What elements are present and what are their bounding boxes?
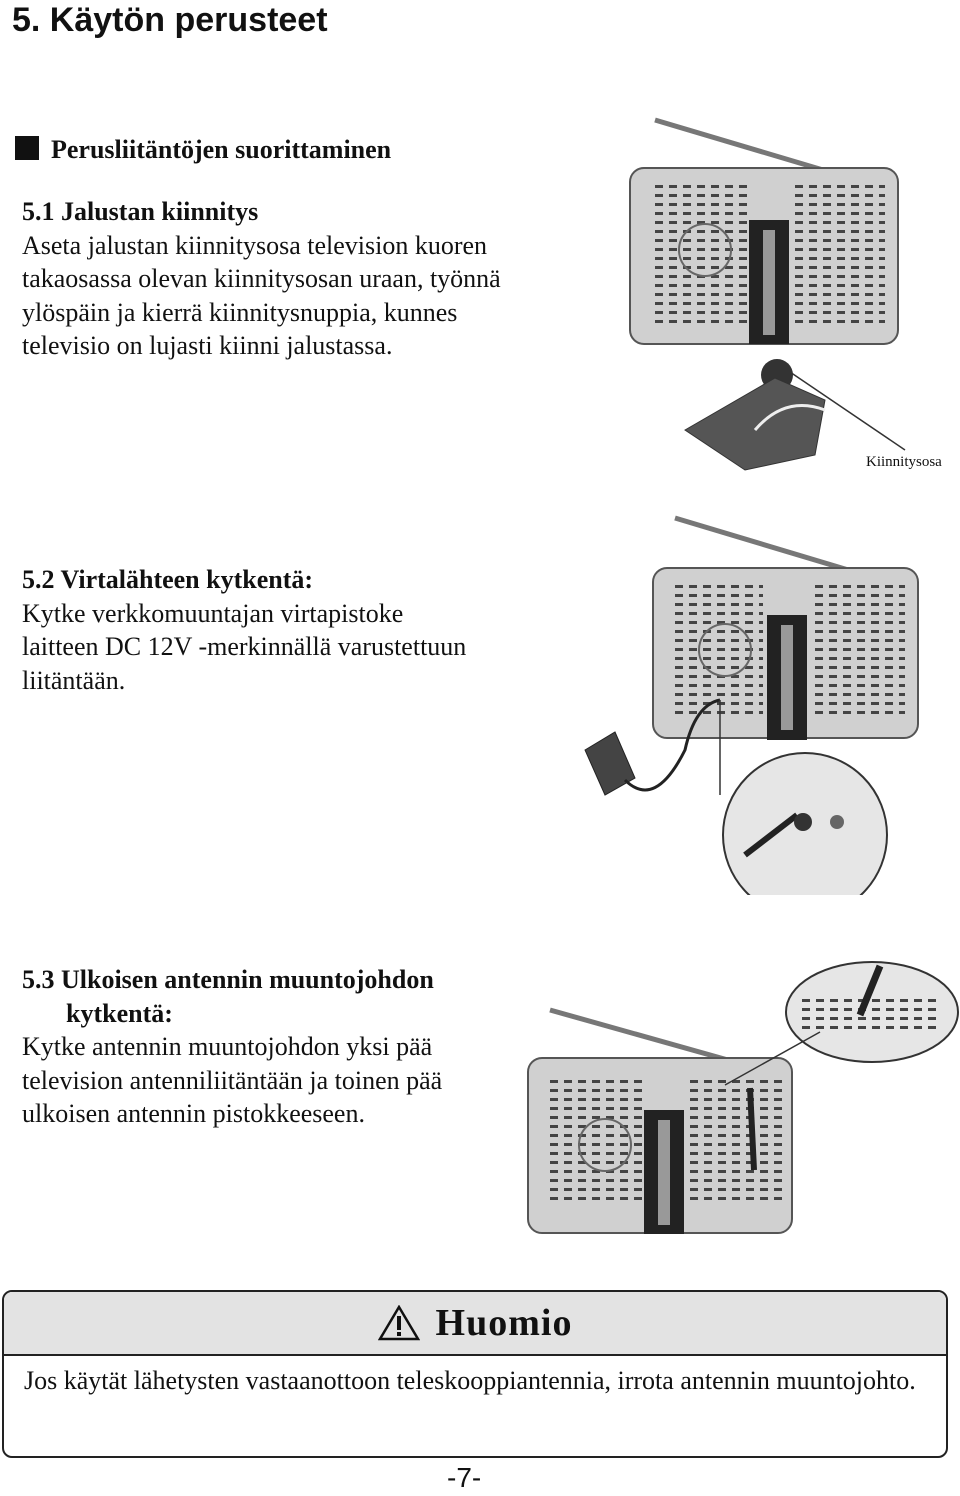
- step-power: [22, 563, 482, 697]
- dc-jack-icon: [794, 813, 812, 831]
- step-antenna: [22, 963, 522, 1131]
- tv-stand-illustration: [625, 110, 955, 480]
- note-title: Huomio: [435, 1302, 573, 1344]
- chapter-title: 5. Käytön perusteet: [12, 1, 328, 39]
- telescopic-antenna-icon: [675, 518, 865, 575]
- note-box: [2, 1290, 948, 1458]
- step-antenna-title-line2: kytkentä:: [66, 998, 173, 1028]
- step-mount-title: 5.1 Jalustan kiinnitys: [22, 197, 259, 226]
- section-heading: [15, 134, 391, 166]
- square-bullet-icon: [15, 136, 39, 160]
- note-header: [4, 1292, 946, 1356]
- mount-caption: Kiinnitysosa: [866, 454, 942, 470]
- section-heading-text: Perusliitäntöjen suorittaminen: [51, 135, 392, 164]
- step-mount-body: Aseta jalustan kiinnitysosa television kuoren takaosassa olevan kiinnitysosan uraan, työnnä ylöspäin ja kierrä kiinnitysnuppia, kunnes televisio on lujasti kiinni jalustassa.: [22, 230, 501, 360]
- stand-base-icon: [685, 378, 825, 470]
- power-adapter-icon: [585, 732, 635, 795]
- telescopic-antenna-icon: [550, 1010, 735, 1062]
- step-power-title: 5.2 Virtalähteen kytkentä:: [22, 565, 314, 594]
- page-number: -7-: [447, 1462, 482, 1493]
- step-antenna-title: [22, 963, 522, 1030]
- step-antenna-title-line1: 5.3 Ulkoisen antennin muuntojohdon: [22, 965, 434, 994]
- power-connection-illustration: [575, 510, 925, 895]
- note-body: Jos käytät lähetysten vastaanottoon teleskooppiantennia, irrota antennin muuntojohto.: [24, 1366, 916, 1395]
- step-mount: [22, 195, 522, 363]
- warning-icon: [378, 1305, 420, 1341]
- step-antenna-body: Kytke antennin muuntojohdon yksi pää television antenniliitäntään ja toinen pää ulkoisen antennin pistokkeeseen.: [22, 1032, 443, 1128]
- step-power-body: Kytke verkkomuuntajan virtapistoke laitteen DC 12V -merkinnällä varustettuun liitäntään.: [22, 598, 467, 695]
- antenna-connection-illustration: [520, 960, 960, 1240]
